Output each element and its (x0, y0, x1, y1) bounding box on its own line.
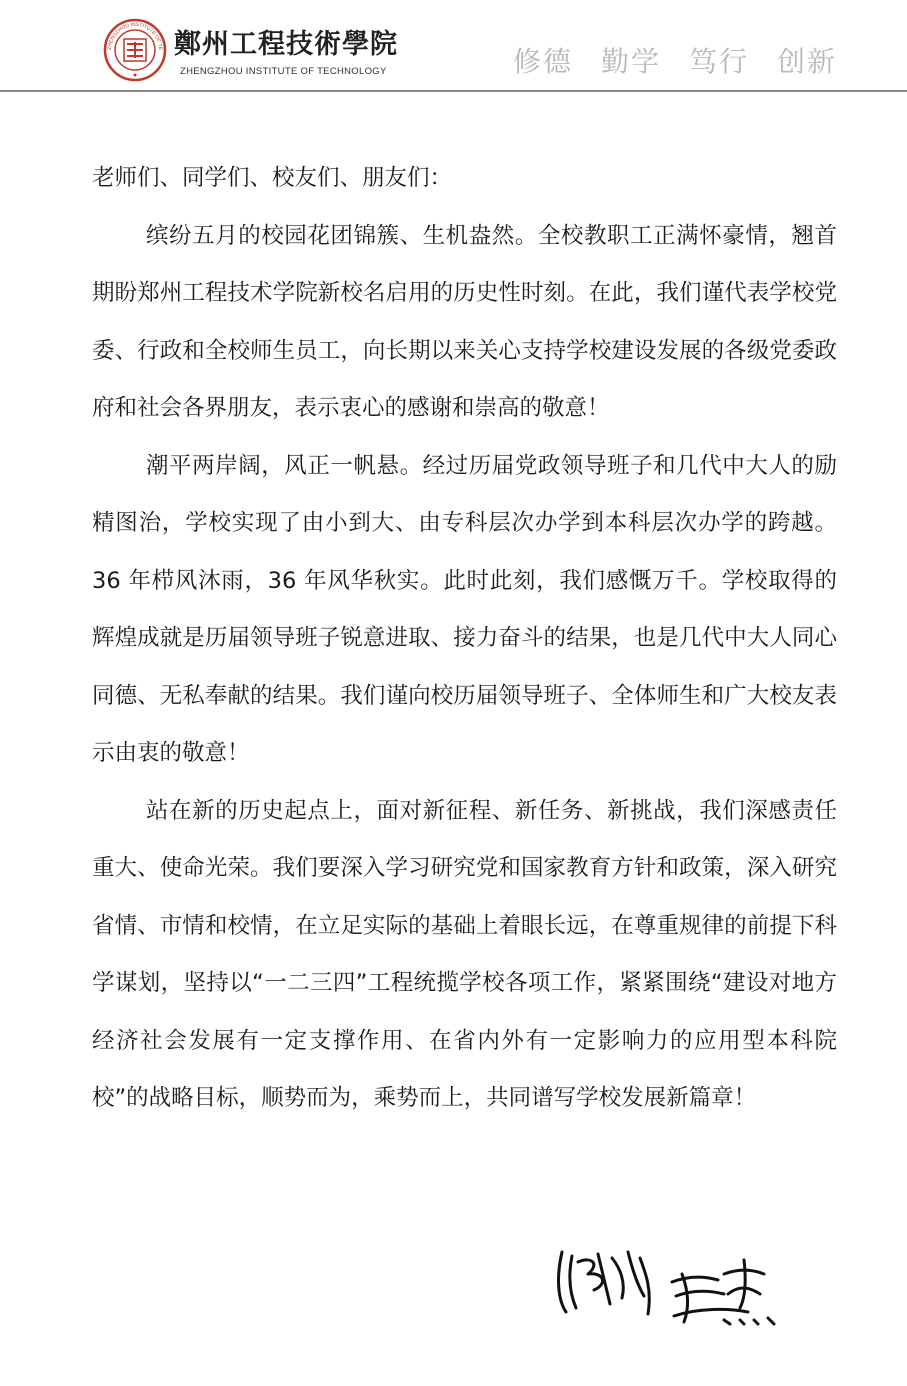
school-name-english: ZHENGZHOU INSTITUTE OF TECHNOLOGY (180, 66, 387, 77)
motto-word-4: 创新 (776, 45, 837, 78)
school-seal-logo (103, 18, 167, 82)
handwritten-signature (548, 1238, 798, 1328)
motto-word-2: 勤学 (600, 45, 661, 78)
letter-body (92, 150, 837, 1128)
letter-paragraph-2: 潮平两岸阔，风正一帆悬。经过历届党政领导班子和几代中大人的励精图治，学校实现了由小到大、由专科层次办学到本科层次办学的跨越。36 年栉风沐雨，36 年风华秋实。此时此刻，我们感慨万千。学校取得的辉煌成就是历届领导班子锐意进取、接力奋斗的结果，也是几代中大人同心同德、无私奉献的结果。我们谨向校历届领导班子、全体师生和广大校友表示由衷的敬意！ (92, 452, 837, 766)
letter-paragraph-1: 缤纷五月的校园花团锦簇、生机盎然。全校教职工正满怀豪情，翘首期盼郑州工程技术学院新校名启用的历史性时刻。在此，我们谨代表学校党委、行政和全校师生员工，向长期以来关心支持学校建设发展的各级党委政府和社会各界朋友，表示衷心的感谢和崇高的敬意！ (92, 222, 837, 421)
letterhead (0, 0, 907, 92)
letter-paragraph-3: 站在新的历史起点上，面对新征程、新任务、新挑战，我们深感责任重大、使命光荣。我们要深入学习研究党和国家教育方针和政策，深入研究省情、市情和校情，在立足实际的基础上着眼长远，在尊重规律的前提下科学谋划，坚持以“一二三四”工程统揽学校各项工作，紧紧围绕“建设对地方经济社会发展有一定支撑作用、在省内外有一定影响力的应用型本科院校”的战略目标，顺势而为，乘势而上，共同谱写学校发展新篇章！ (92, 797, 837, 1111)
motto-word-1: 修德 (512, 45, 573, 78)
school-name-chinese: 鄭州工程技術學院 (174, 29, 398, 60)
school-motto (485, 40, 837, 80)
motto-word-3: 笃行 (688, 45, 749, 78)
seal-ring-text: ZHENGZHOU INSTITUTE OF TE (106, 21, 164, 51)
letter-salutation: 老师们、同学们、校友们、朋友们： (92, 165, 453, 191)
header-divider (0, 90, 907, 92)
